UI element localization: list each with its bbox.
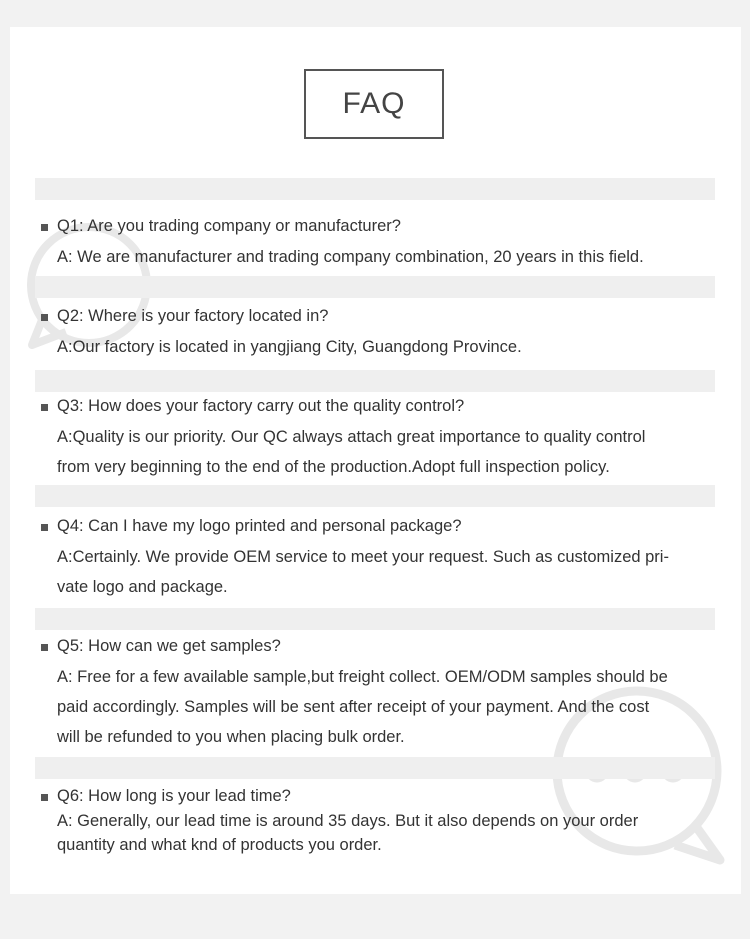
faq-answer-line: A: We are manufacturer and trading company combination, 20 years in this field. (57, 248, 644, 266)
faq-answer-line: quantity and what knd of products you order. (57, 836, 382, 854)
separator-bar (35, 370, 715, 392)
separator-bar (35, 178, 715, 200)
faq-answer (57, 422, 707, 482)
faq-question: Q4: Can I have my logo printed and personal package? (57, 517, 462, 535)
faq-answer (57, 242, 707, 272)
faq-question: Q1: Are you trading company or manufacturer? (57, 217, 401, 235)
faq-answer-line: A:Our factory is located in yangjiang City, Guangdong Province. (57, 338, 522, 356)
faq-answer-line: A: Generally, our lead time is around 35 days. But it also depends on your order (57, 812, 639, 830)
faq-answer-line: A:Certainly. We provide OEM service to meet your request. Such as customized pri- (57, 548, 669, 566)
faq-answer (57, 542, 707, 602)
faq-question: Q3: How does your factory carry out the quality control? (57, 397, 465, 415)
faq-question: Q6: How long is your lead time? (57, 787, 291, 805)
faq-answer (57, 662, 707, 752)
faq-answer-line: paid accordingly. Samples will be sent after receipt of your payment. And the cost (57, 698, 650, 716)
faq-answer-line: A:Quality is our priority. Our QC always attach great importance to quality control (57, 428, 646, 446)
faq-answer-line: will be refunded to you when placing bulk order. (57, 728, 405, 746)
separator-bar (35, 608, 715, 630)
page-title: FAQ (304, 69, 444, 139)
faq-answer-line: from very beginning to the end of the production.Adopt full inspection policy. (57, 458, 610, 476)
separator-bar (35, 276, 715, 298)
faq-question: Q5: How can we get samples? (57, 637, 281, 655)
separator-bar (35, 757, 715, 779)
faq-answer-line: vate logo and package. (57, 578, 228, 596)
separator-bar (35, 485, 715, 507)
faq-answer (57, 332, 707, 362)
faq-answer-line: A: Free for a few available sample,but freight collect. OEM/ODM samples should be (57, 668, 668, 686)
faq-question: Q2: Where is your factory located in? (57, 307, 329, 325)
faq-answer (57, 809, 707, 857)
